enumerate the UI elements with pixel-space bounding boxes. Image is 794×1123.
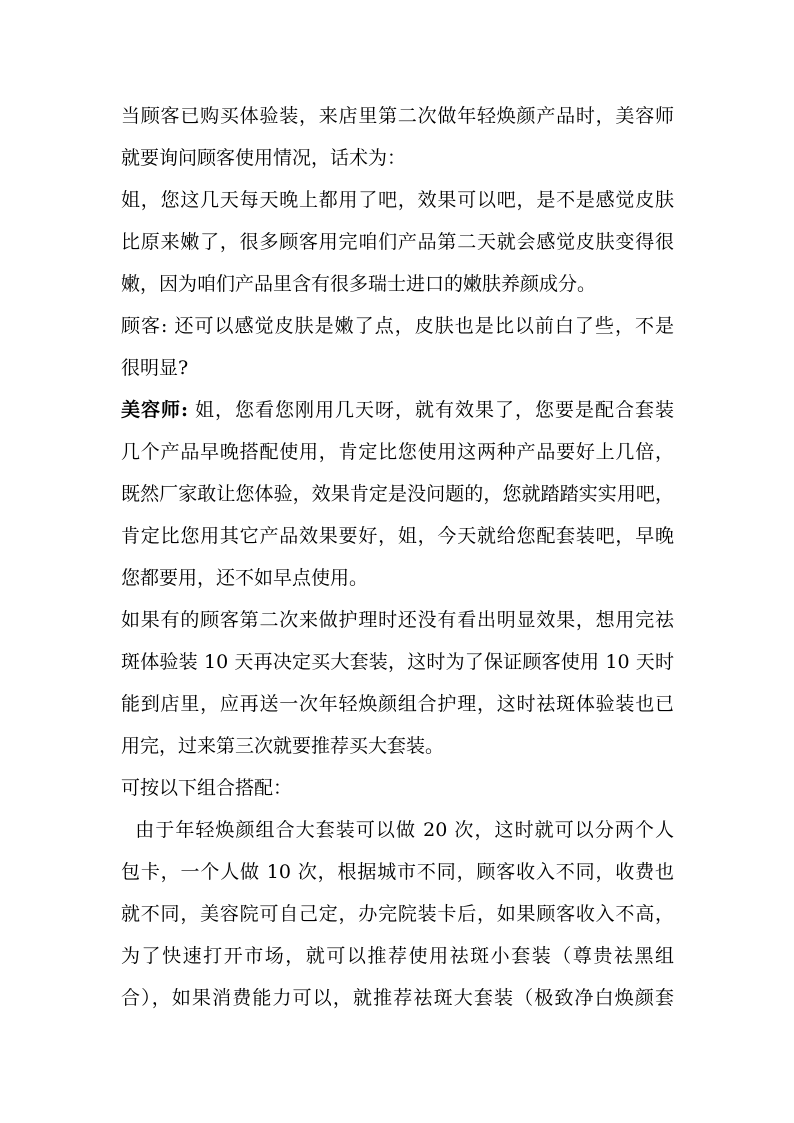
text-line: 当顾客已购买体验装，来店里第二次做年轻焕颜产品时，美容师	[121, 105, 674, 127]
text-line: 为了快速打开市场，就可以推荐使用祛斑小套装（尊贵祛黑组	[121, 945, 674, 967]
text-line: 比原来嫩了，很多顾客用完咱们产品第二天就会感觉皮肤变得很	[121, 231, 674, 253]
text-line: 肯定比您用其它产品效果要好，姐，今天就给您配套装吧，早晚	[121, 525, 674, 547]
text-line: 能到店里，应再送一次年轻焕颜组合护理，这时祛斑体验装也已	[121, 693, 674, 715]
text-line: 顾客: 还可以感觉皮肤是嫩了点，皮肤也是比以前白了些，不是	[121, 315, 674, 337]
text-line: 很明显?	[121, 357, 189, 379]
speaker-text: 姐，您看您刚用几天呀，就有效果了，您要是配合套装	[188, 399, 674, 421]
text-line: 几个产品早晚搭配使用，肯定比您使用这两种产品要好上几倍，	[121, 441, 674, 463]
text-line	[121, 398, 674, 422]
text-line: 就不同，美容院可自己定，办完院装卡后，如果顾客收入不高，	[121, 903, 674, 925]
text-line: 嫩，因为咱们产品里含有很多瑞士进口的嫩肤养颜成分。	[121, 273, 597, 295]
text-line: 斑体验装 10 天再决定买大套装，这时为了保证顾客使用 10 天时	[121, 651, 674, 673]
text-line: 姐，您这几天每天晚上都用了吧，效果可以吧，是不是感觉皮肤	[121, 189, 674, 211]
text-line: 用完，过来第三次就要推荐买大套装。	[121, 735, 445, 757]
speaker-label: 美容师:	[121, 399, 189, 421]
text-line: 如果有的顾客第二次来做护理时还没有看出明显效果，想用完祛	[121, 609, 674, 631]
text-line: 合），如果消费能力可以，就推荐祛斑大套装（极致净白焕颜套	[121, 987, 674, 1009]
text-line: 包卡，一个人做 10 次，根据城市不同，顾客收入不同，收费也	[121, 861, 674, 883]
text-line: 就要询问顾客使用情况，话术为：	[121, 147, 407, 169]
text-line: 既然厂家敢让您体验，效果肯定是没问题的，您就踏踏实实用吧，	[121, 483, 674, 505]
text-line: 您都要用，还不如早点使用。	[121, 567, 369, 589]
text-line: 由于年轻焕颜组合大套装可以做 20 次，这时就可以分两个人	[121, 819, 674, 841]
text-line: 可按以下组合搭配：	[121, 777, 293, 799]
